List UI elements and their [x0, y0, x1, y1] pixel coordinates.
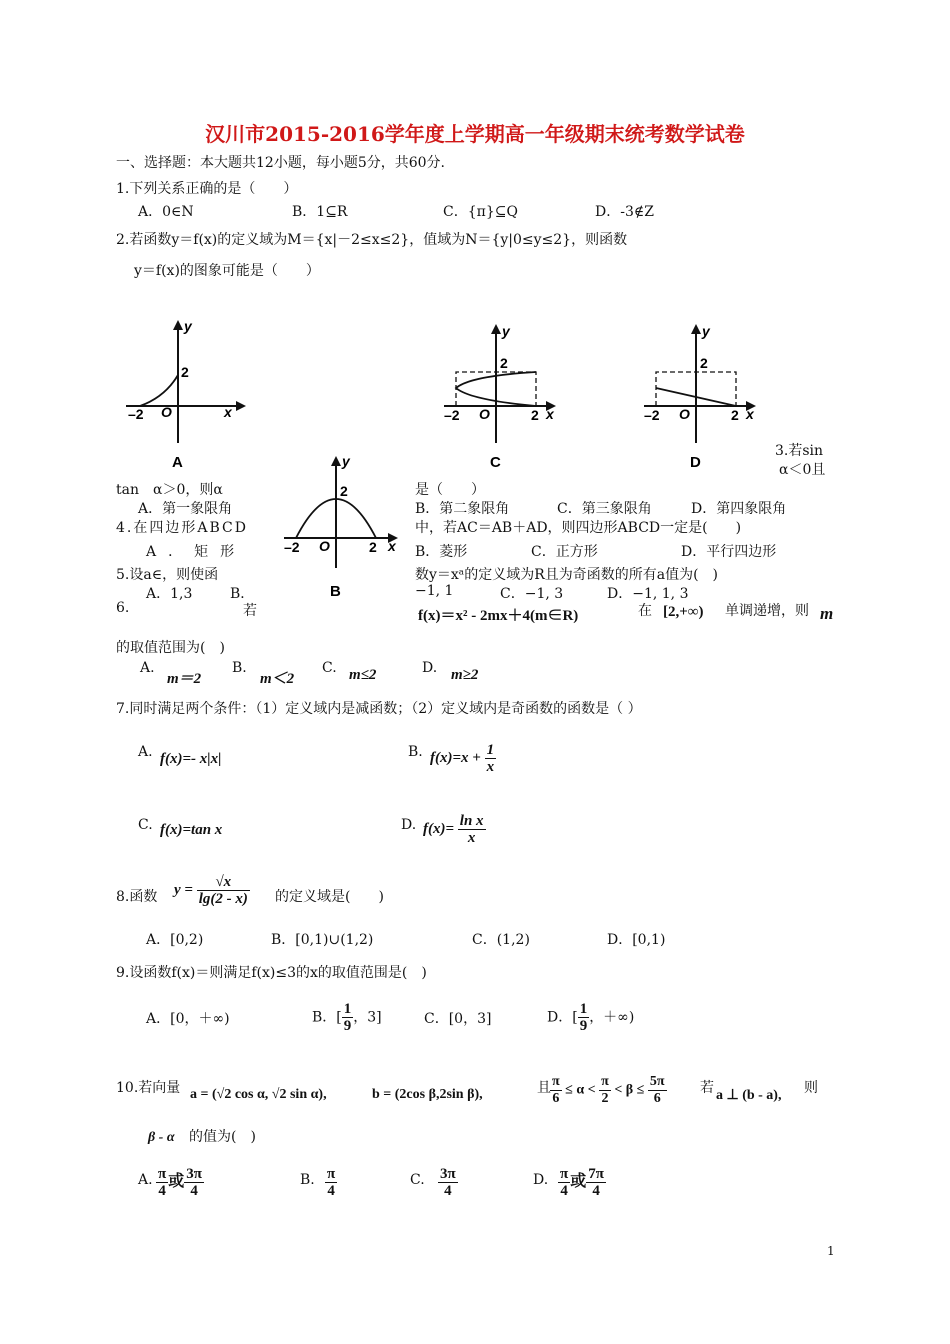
q10-ze: 则	[804, 1080, 818, 1096]
q9-option-d-den: 9	[579, 1018, 588, 1034]
q4-option-a: A．矩形	[146, 544, 247, 560]
q6-option-d-label: D.	[422, 660, 438, 676]
q10-frac2-num: π	[601, 1074, 609, 1089]
graph-d-origin: O	[679, 406, 690, 422]
q3-stem-left: tan α＞0，则α	[116, 482, 223, 498]
q7-option-b-num: 1	[486, 742, 495, 758]
q10-frac1-den: 6	[552, 1091, 560, 1106]
q9-option-b-post: ，3]	[353, 1009, 382, 1026]
q9-option-b-pre: B．[	[312, 1009, 342, 1026]
q6-option-b-label: B.	[232, 660, 247, 676]
q10-option-a-frac1	[156, 1166, 168, 1199]
q2-stem-line2: y＝f(x)的图象可能是（ ）	[134, 263, 320, 279]
q9-option-d	[547, 1001, 634, 1034]
q6-option-d: m≥2	[451, 667, 479, 683]
q10-option-a-or: 或	[168, 1172, 185, 1190]
graph-d-letter: D	[690, 454, 701, 471]
q9-option-b	[312, 1001, 382, 1034]
q10-option-b-den: 4	[327, 1183, 335, 1199]
graph-d-ytwo: 2	[700, 355, 708, 371]
q10-option-d-den1: 4	[560, 1183, 568, 1199]
q6-m: m	[820, 604, 834, 623]
q10-frac2-den: 2	[601, 1091, 609, 1106]
q10-frac3-den: 6	[653, 1091, 661, 1106]
q8-den: lg(2 - x)	[198, 891, 248, 907]
q10-option-d-frac2	[586, 1166, 606, 1199]
q10-option-d-frac1	[558, 1166, 570, 1199]
q10-option-a	[156, 1166, 204, 1199]
q4-option-d: D．平行四边形	[681, 544, 777, 560]
q3-stem-right2: α＜0且	[779, 462, 826, 478]
q10-option-c-num: 3π	[440, 1166, 456, 1182]
graph-a-x-label: x	[224, 404, 232, 420]
q6-interval: [2,+∞)	[663, 604, 704, 620]
q10-option-c-den: 4	[444, 1183, 452, 1199]
q7-option-a: f(x)=- x|x|	[160, 751, 222, 767]
graph-a	[120, 315, 250, 475]
q10-option-a-den1: 4	[158, 1183, 166, 1199]
graph-c-minus2: –2	[444, 407, 460, 423]
graph-b-xtwo: 2	[369, 539, 377, 555]
q10-option-a-num2: 3π	[186, 1166, 202, 1182]
q10-stem-line2: 的值为( )	[189, 1129, 256, 1145]
q10-option-a-num1: π	[158, 1166, 167, 1182]
graph-a-minus2: –2	[128, 406, 144, 422]
q10-option-d-label: D.	[533, 1172, 549, 1188]
q7-option-d	[423, 813, 486, 846]
q10-option-c	[438, 1166, 458, 1199]
graph-b	[280, 450, 410, 602]
q10-frac3	[648, 1074, 667, 1107]
graph-c-xtwo: 2	[531, 407, 539, 423]
q6-option-a-label: A.	[140, 660, 155, 676]
q8-fraction	[197, 874, 250, 907]
q6-option-c: m≤2	[349, 667, 377, 683]
q1-option-a: A．0∈N	[138, 204, 194, 220]
q3-option-d: D．第四象限角	[691, 501, 787, 517]
graph-c-y-label: y	[502, 323, 510, 339]
q7-option-a-label: A.	[138, 744, 153, 760]
graph-b-minus2: –2	[284, 539, 300, 555]
q10-vector-b: b = (2cos β,2sin β),	[372, 1087, 483, 1102]
q7-option-d-num: ln x	[459, 813, 484, 829]
q10-le2: < β ≤	[614, 1082, 645, 1098]
graph-d	[640, 318, 770, 476]
q10-option-a-den2: 4	[190, 1183, 198, 1199]
q10-option-a-frac2	[184, 1166, 204, 1199]
q10-option-c-label: C.	[410, 1172, 425, 1188]
q8-y: y =	[174, 881, 193, 898]
q6-option-b: m＜2	[260, 671, 295, 687]
q10-option-d-den2: 4	[592, 1183, 600, 1199]
q3-option-a: A．第一象限角	[138, 501, 233, 517]
q5-option-b: B．	[230, 586, 255, 602]
q7-option-d-pre: f(x)=	[423, 820, 455, 837]
q8-option-a: A．[0,2)	[146, 932, 204, 948]
graph-a-origin: O	[161, 404, 172, 420]
q8-option-b: B．[0,1)∪(1,2)	[271, 932, 374, 948]
q7-option-c-label: C.	[138, 817, 153, 833]
page-number: 1	[827, 1244, 835, 1258]
graph-a-two: 2	[181, 364, 189, 380]
q7-stem: 7.同时满足两个条件：（1）定义域内是减函数；（2）定义域内是奇函数的函数是（ ）	[116, 701, 642, 717]
q8-num: √x	[197, 874, 250, 891]
q10-option-a-label: A.	[138, 1172, 153, 1188]
q3-stem-cont: 是（ ）	[415, 482, 485, 498]
q6-number: 6.	[116, 600, 130, 616]
q5-option-b-values: −1, 1	[415, 583, 454, 599]
q10-beta-minus-alpha: β - α	[148, 1130, 175, 1145]
q9-stem: 9.设函数f(x)＝则满足f(x)≤3的x的取值范围是( )	[116, 965, 427, 981]
q5-stem-right: 数y＝xᵃ的定义域为R且为奇函数的所有a值为( )	[415, 567, 719, 583]
q6-option-c-label: C.	[322, 660, 337, 676]
q9-option-b-den: 9	[343, 1018, 352, 1034]
q1-stem: 1.下列关系正确的是（ ）	[116, 181, 298, 197]
graph-b-x-label: x	[388, 538, 396, 554]
exam-title: 汉川市2015-2016学年度上学期高一年级期末统考数学试卷	[205, 122, 745, 146]
q9-option-b-num: 1	[343, 1001, 352, 1017]
q10-frac2	[599, 1074, 611, 1107]
q7-option-b-fraction	[485, 742, 497, 775]
graph-a-y-label: y	[184, 318, 192, 334]
graph-c-ytwo: 2	[500, 355, 508, 371]
q9-option-a: A．[0，＋∞)	[146, 1011, 230, 1027]
q10-option-b-frac	[325, 1166, 337, 1199]
q10-option-d	[558, 1166, 606, 1199]
q9-option-d-fraction	[578, 1001, 590, 1034]
q10-frac1-num: π	[552, 1074, 560, 1089]
graph-c-x-label: x	[546, 406, 554, 422]
q10-option-c-frac	[438, 1166, 458, 1199]
graph-b-letter: B	[330, 583, 341, 600]
graph-c-origin: O	[479, 406, 490, 422]
q4-stem-left: 4.在四边形ABCD	[116, 520, 248, 536]
q6-function: f(x)＝x² - 2mx＋4(m∈R)	[418, 608, 579, 624]
q10-option-d-num1: π	[560, 1166, 569, 1182]
q10-prefix: 10.若向量	[116, 1080, 181, 1096]
q7-option-d-fraction	[458, 813, 486, 846]
q6-option-a: m＝2	[167, 671, 202, 687]
q5-option-a: A．1,3	[146, 586, 193, 602]
q10-option-b-label: B.	[300, 1172, 315, 1188]
q8-option-c: C．(1,2)	[472, 932, 530, 948]
q1-option-b: B．1⊆R	[292, 204, 348, 220]
q8-suffix: 的定义域是( )	[275, 889, 384, 905]
q10-option-d-num2: 7π	[588, 1166, 604, 1182]
q7-option-c: f(x)=tan x	[160, 822, 223, 838]
q9-option-c: C．[0，3]	[424, 1011, 492, 1027]
q8-prefix: 8.函数	[116, 889, 158, 905]
graph-d-minus2: –2	[644, 407, 660, 423]
q10-option-d-or: 或	[570, 1172, 587, 1190]
q10-option-b	[325, 1166, 337, 1199]
q10-ruo: 若	[700, 1080, 714, 1096]
q10-frac3-num: 5π	[649, 1074, 665, 1089]
q4-option-c: C．正方形	[531, 544, 598, 560]
graph-d-y-label: y	[702, 323, 710, 339]
section-heading: 一、选择题：本大题共12小题，每小题5分，共60分.	[116, 155, 445, 171]
q6-ruo: 若	[243, 603, 257, 619]
q9-option-d-pre: D．[	[547, 1009, 578, 1026]
q9-option-b-fraction	[342, 1001, 354, 1034]
q4-stem-right: 中，若AC＝AB＋AD，则四边形ABCD一定是( )	[415, 520, 742, 536]
q6-stem-line2: 的取值范围为( )	[116, 640, 225, 656]
q7-option-d-den: x	[467, 830, 476, 846]
q7-option-b	[430, 742, 496, 775]
q3-stem-right1: 3.若sin	[775, 443, 824, 459]
q10-vector-a: a = (√2 cos α, √2 sin α),	[190, 1087, 327, 1102]
graph-b-ytwo: 2	[340, 483, 348, 499]
q8-function	[174, 874, 250, 907]
q10-frac1	[550, 1074, 562, 1107]
graph-a-letter: A	[172, 454, 183, 471]
graph-d-xtwo: 2	[731, 407, 739, 423]
q10-perp: a ⊥ (b - a),	[716, 1088, 782, 1103]
q9-option-d-post: ，＋∞)	[589, 1009, 635, 1026]
q10-condition	[550, 1074, 667, 1107]
q5-stem-left: 5.设a∈，则使函	[116, 567, 219, 583]
q5-option-c: C．−1, 3	[500, 586, 564, 602]
q10-le1: ≤ α <	[565, 1082, 596, 1098]
q3-option-c: C．第三象限角	[557, 501, 652, 517]
graph-b-y-label: y	[342, 453, 350, 469]
q2-stem-line1: 2.若函数y＝f(x)的定义域为M＝{x|－2≤x≤2}，值域为N＝{y|0≤y≤2}，则函数	[116, 232, 628, 248]
q7-option-b-den: x	[486, 759, 495, 775]
q3-option-b: B．第二象限角	[415, 501, 510, 517]
q7-option-b-pre: f(x)=x +	[430, 749, 481, 766]
graph-c	[440, 318, 570, 476]
q4-option-b: B．菱形	[415, 544, 468, 560]
q6-zai: 在	[638, 603, 652, 619]
q8-option-d: D．[0,1)	[607, 932, 666, 948]
q10-qie: 且	[537, 1080, 551, 1096]
q7-option-b-label: B.	[408, 744, 423, 760]
q9-option-d-num: 1	[579, 1001, 588, 1017]
q1-option-d: D．-3∉Z	[595, 204, 654, 220]
graph-b-origin: O	[319, 538, 330, 554]
q1-option-c: C．{π}⊆Q	[443, 204, 518, 220]
q5-option-d: D．−1, 1, 3	[607, 586, 689, 602]
q10-option-b-num: π	[327, 1166, 336, 1182]
q7-option-d-label: D.	[401, 817, 417, 833]
graph-c-letter: C	[490, 454, 501, 471]
graph-d-x-label: x	[746, 406, 754, 422]
q6-rest: 单调递增，则	[725, 603, 809, 619]
